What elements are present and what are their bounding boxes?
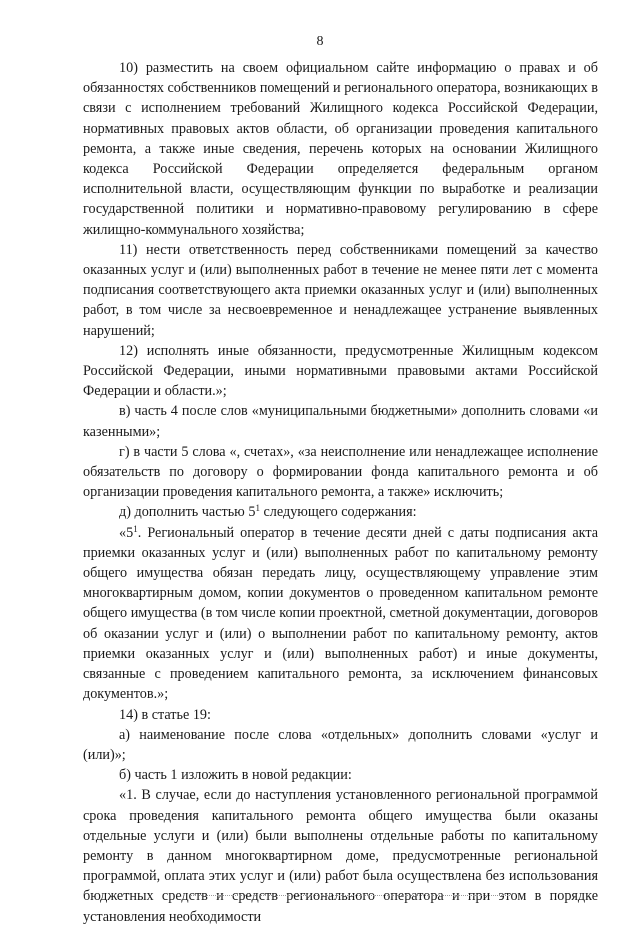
text-fragment: следующего содержания: [259, 504, 417, 521]
paragraph-part-1-text: «1. В случае, если до наступления установленного региональной программой срока проведения капитального ремонта общего имущества были оказаны отдельные услуги и (или) были выполнены отдельные работы по капитальному ремонту в данном многоквартирном доме, предусмотренные региональной программой, оплата этих услуг и (или) работ была осуществлена без использования бюджетных средств и средств регионального оператора и при этом в порядке установления необходимости [83, 787, 598, 925]
document-body [83, 58, 598, 927]
paragraph-item-b: б) часть 1 изложить в новой редакции: [119, 767, 352, 784]
paragraph-item-11: 11) нести ответственность перед собственниками помещений за качество оказанных услуг и (или) выполненных работ в течение не менее пяти лет с момента подписания соответствующего акта приемки оказанных услуг и (или) выполненных работ, в том числе за несвоевременное и ненадлежащее устранение выявленных нарушений; [83, 241, 598, 339]
superscript: 1 [133, 523, 138, 534]
text-fragment: д) дополнить частью 5 [119, 504, 256, 521]
footer-divider [190, 895, 510, 897]
text-fragment: . Региональный оператор в течение десяти дней с даты подписания акта приемки оказанных услуг и (или) выполненных работ по капитальному ремонту общего имущества обязан передать лицу, осуществляющему управление этим многоквартирным домом, копии документов о проведенном капитальном ремонте общего имущества (в том числе копии проектной, сметной документации, договоров об оказании услуг и (или) о выполнении работ по капитальному ремонту, актов приемки оказанных услуг и (или) выполненных работ) и иные документы, связанные с проведением капитального ремонта, за исключением финансовых документов.»; [83, 524, 598, 703]
paragraph-item-14: 14) в статье 19: [119, 706, 211, 723]
paragraph-item-12: 12) исполнять иные обязанности, предусмотренные Жилищным кодексом Российской Федерации, иными нормативными правовыми актами Российской Федерации и области.»; [83, 342, 598, 400]
page-number: 8 [316, 34, 324, 49]
paragraph-item-10: 10) разместить на своем официальном сайте информацию о правах и об обязанностях собственников помещений и регионального оператора, возникающих в связи с исполнением требований Жилищного кодекса Российской Федерации, нормативных правовых актов области, об организации проведения капитального ремонта, а также иные сведения, перечень которых на основании Жилищного кодекса Российской Федерации определяется федеральным органом исполнительной власти, осуществляющим функции по выработке и реализации государственной политики и нормативно-правовому регулированию в сфере жилищно-коммунального хозяйства; [83, 60, 598, 238]
paragraph-item-a: а) наименование после слова «отдельных» дополнить словами «услуг и (или)»; [83, 726, 598, 763]
paragraph-part-5: г) в части 5 слова «, счетах», «за неисполнение или ненадлежащее исполнение обязательств по договору о формировании фонда капитального ремонта и об организации проведения капитального ремонта, а также» исключить; [83, 443, 598, 501]
text-fragment: «5 [119, 524, 134, 541]
superscript: 1 [255, 503, 260, 514]
paragraph-part-4: в) часть 4 после слов «муниципальными бюджетными» дополнить словами «и казенными»; [83, 403, 598, 440]
paragraph-part-5-1-text [83, 523, 598, 705]
paragraph-add-part-5-1 [83, 502, 598, 522]
